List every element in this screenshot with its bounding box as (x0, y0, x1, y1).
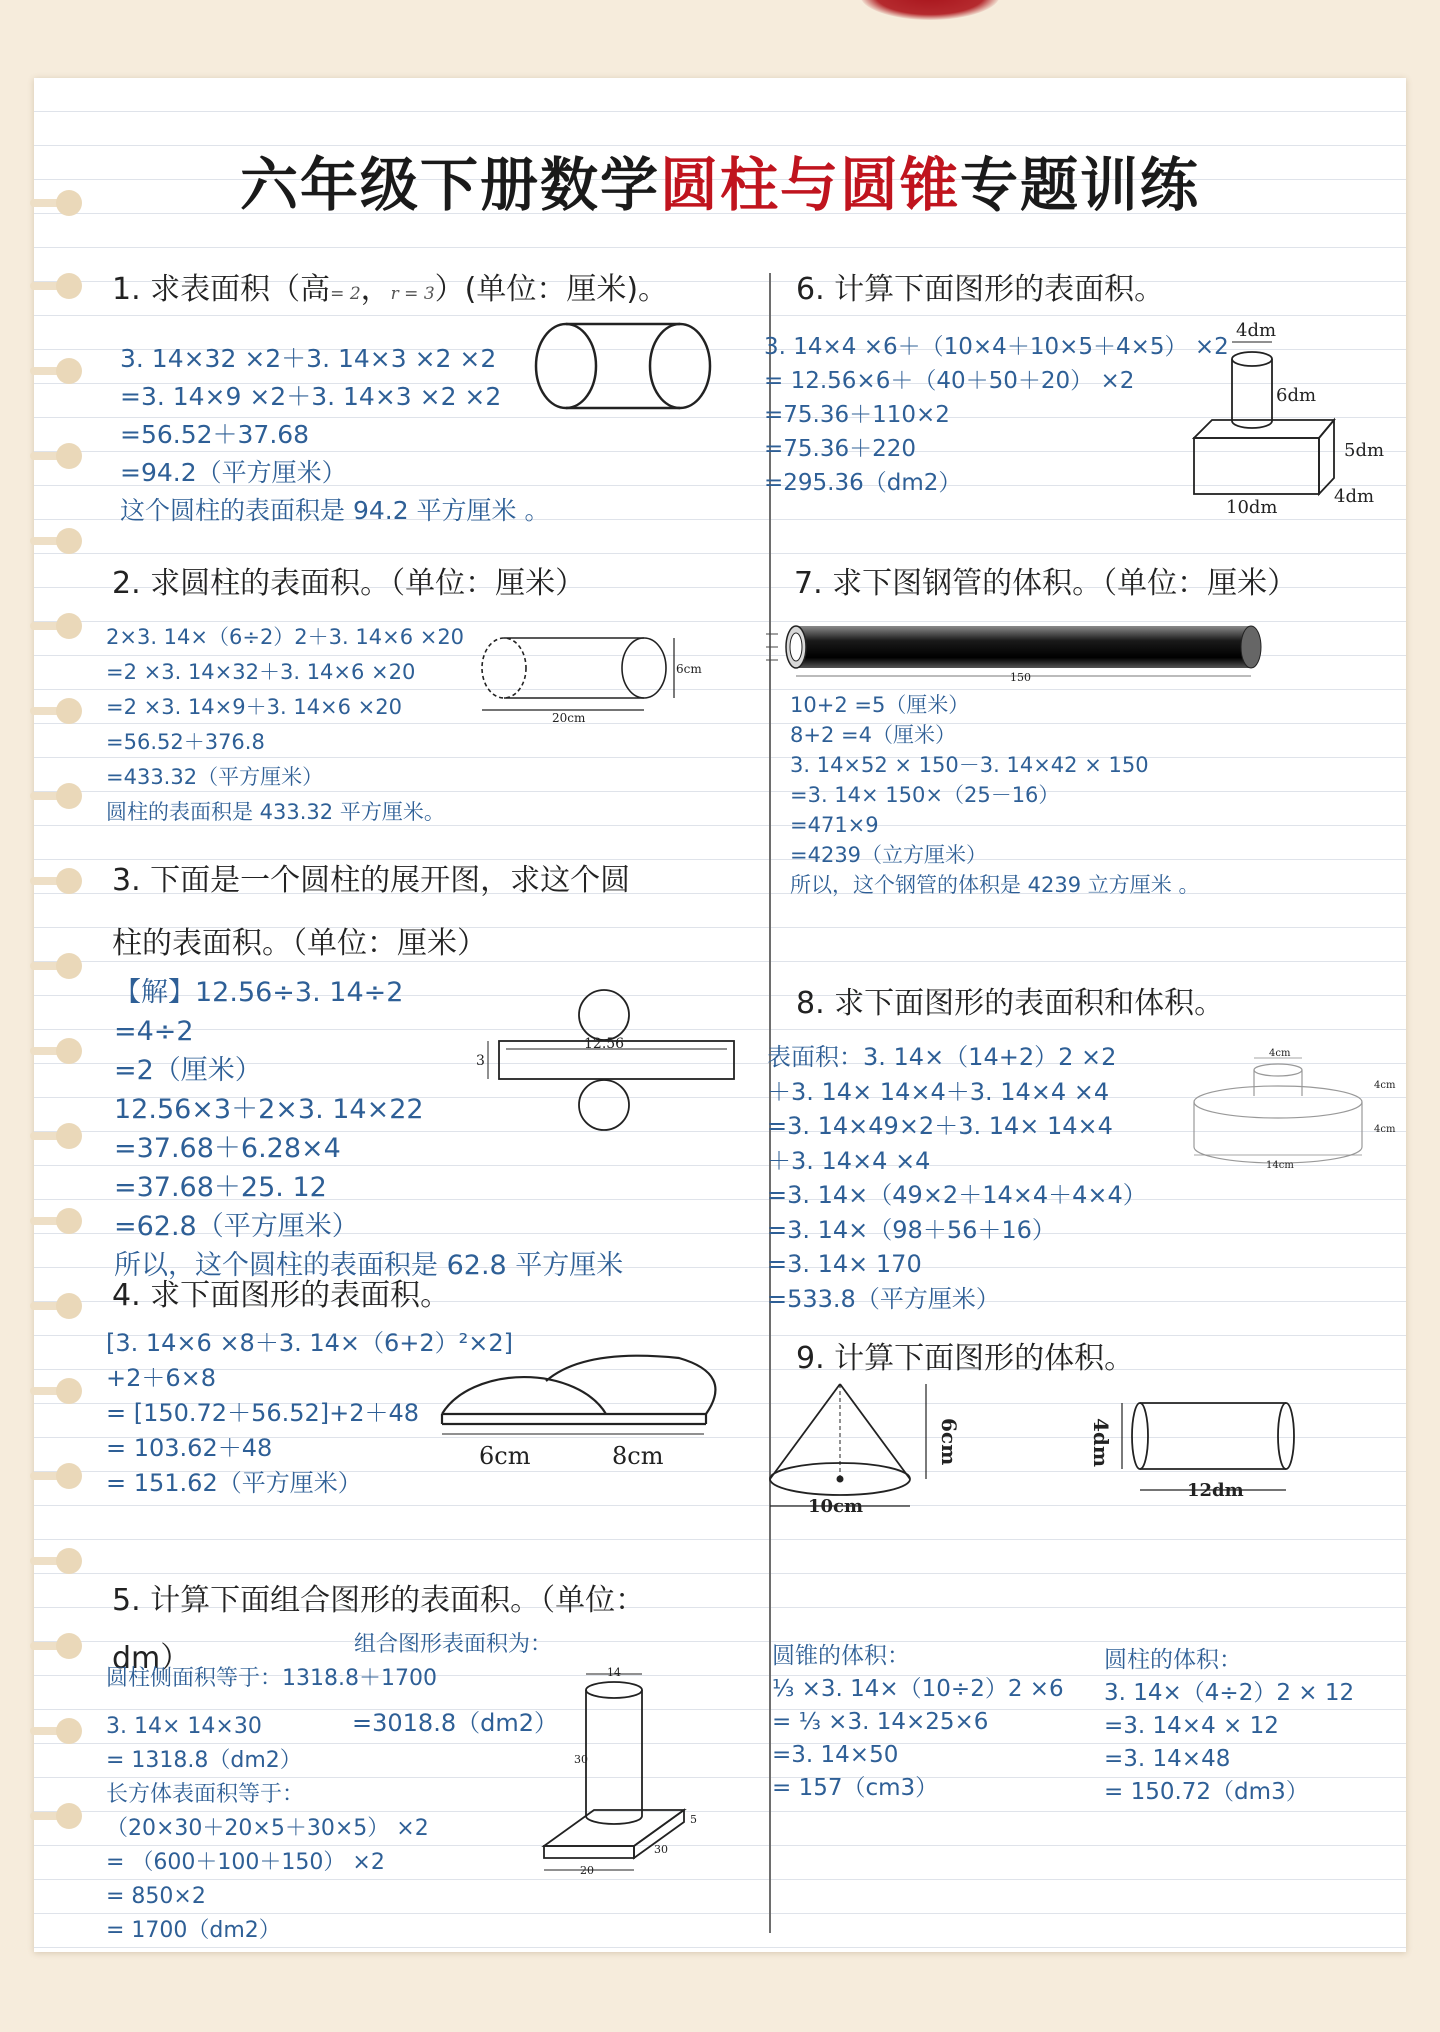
problem-4-label-b: 8cm (612, 1442, 664, 1470)
binder-ring (30, 1293, 84, 1319)
problem-3-height-label: 3 (476, 1053, 485, 1069)
problem-9-cone-solution: 圆锥的体积： ⅓ ×3. 14×（10÷2）2 ×6 = ⅓ ×3. 14×25×6 =3. 14×50 = 157（cm3） (772, 1643, 1064, 1801)
problem-9-cylinder-solution: 圆柱的体积： 3. 14×（4÷2）2 × 12 =3. 14×4 × 12 =3. 14×48 = 150.72（dm3） (1104, 1647, 1355, 1805)
title-highlight: 圆柱与圆锥 (659, 151, 960, 219)
red-stain (860, 0, 1000, 20)
problem-1-question: 1. 求表面积（高= 2，r = 3）(单位：厘米)。 (112, 272, 669, 307)
page-title (34, 138, 1406, 222)
problem-5-bw-label: 30 (654, 1843, 668, 1856)
problem-8-bottom-label: 14cm (1266, 1160, 1294, 1171)
problem-8-solution: 表面积：3. 14×（14+2）2 ×2 ＋3. 14× 14×4＋3. 14×4 ×4 =3. 14×49×2＋3. 14× 14×4 ＋3. 14×4 ×4 =3. 14×（49×2＋14×4＋4×4） =3. 14×（98＋56＋16） =3. 14× 170 =533.8（平方厘米） (767, 1043, 1147, 1313)
binder-ring (30, 1378, 84, 1404)
problem-6-question: 6. 计算下面图形的表面积。 (796, 272, 1165, 307)
problem-8-h2-label: 4cm (1374, 1124, 1396, 1135)
binder-ring (30, 1463, 84, 1489)
binder-ring (30, 1718, 84, 1744)
problem-9-cyl-d-label: 4dm (1089, 1418, 1113, 1468)
problem-1-cylinder-figure (528, 316, 718, 426)
binder-ring (30, 868, 84, 894)
problem-3-net-figure (474, 988, 744, 1138)
problem-4-question: 4. 求下面图形的表面积。 (112, 1278, 451, 1313)
binder-ring (30, 698, 84, 724)
problem-5-solution: 圆柱侧面积等于：1318.8＋1700 3. 14× 14×30 = 1318.8（dm2） 长方体表面积等于： （20×30＋20×5＋30×5） ×2 = （600＋100＋150） ×2 = 850×2 = 1700（dm2） (106, 1666, 437, 1943)
problem-7-solution: 10+2 =5（厘米） 8+2 =4（厘米） 3. 14×52 × 150－3. 14×42 × 150 =3. 14× 150×（25－16） =471×9 =4239（立方厘米） 所以，这个钢管的体积是 4239 立方厘米 。 (790, 693, 1200, 897)
problem-7-length-label: 150 (1010, 671, 1031, 684)
problem-6-h-label: 6dm (1276, 385, 1317, 406)
problem-2-cylinder-figure (464, 628, 714, 723)
problem-8-figure (1174, 1044, 1404, 1184)
problem-9-cone-d-label: 10cm (808, 1496, 864, 1517)
binder-ring (30, 613, 84, 639)
problem-5-h-label: 30 (574, 1753, 588, 1766)
problem-5-figure (534, 1668, 734, 1878)
binder-ring (30, 1803, 84, 1829)
problem-9-cylinder-figure (1084, 1378, 1314, 1518)
binder-ring (30, 1208, 84, 1234)
problem-2-question: 2. 求圆柱的表面积。（单位：厘米） (112, 566, 586, 601)
binder-ring (30, 443, 84, 469)
problem-9-question: 9. 计算下面图形的体积。 (796, 1341, 1135, 1376)
problem-3-solution: 【解】12.56÷3. 14÷2 =4÷2 =2（厘米） 12.56×3＋2×3. 14×22 =37.68＋6.28×4 =37.68＋25. 12 =62.8（平方厘米） 所以，这个圆柱的表面积是 62.8 平方厘米 (114, 977, 624, 1281)
problem-6-figure (1184, 316, 1404, 516)
problem-7-question: 7. 求下图钢管的体积。（单位：厘米） (794, 566, 1298, 601)
problem-9-cone-h-label: 6cm (937, 1418, 961, 1466)
problem-7-pipe-figure (760, 614, 1280, 682)
problem-4-figure (434, 1346, 724, 1471)
problem-5-total-heading: 组合图形表面积为： (354, 1632, 553, 1657)
binder-ring (30, 1123, 84, 1149)
binder-ring (30, 1548, 84, 1574)
problem-5-question-line1: 5. 计算下面组合图形的表面积。（单位： (112, 1583, 646, 1618)
problem-2-height-label: 6cm (676, 662, 702, 676)
problem-6-solution: 3. 14×4 ×6＋（10×4＋10×5＋4×5） ×2 = 12.56×6＋（40＋50＋20） ×2 =75.36＋110×2 =75.36＋220 =295.36（dm2） (764, 334, 1229, 496)
title-prefix: 六年级下册数学 (239, 151, 660, 219)
problem-2-solution: 2×3. 14×（6÷2）2＋3. 14×6 ×20 =2 ×3. 14×32＋3. 14×6 ×20 =2 ×3. 14×9＋3. 14×6 ×20 =56.52＋376.8 =433.32（平方厘米） 圆柱的表面积是 433.32 平方厘米。 (106, 625, 465, 824)
title-suffix: 专题训练 (960, 151, 1201, 219)
problem-5-question-line2: dm） (112, 1641, 191, 1676)
problem-3-width-label: 12.56 (584, 1036, 625, 1052)
problem-5-d-label: 14 (607, 1666, 621, 1679)
problem-8-question: 8. 求下面图形的表面积和体积。 (796, 986, 1225, 1021)
problem-9-cyl-l-label: 12dm (1187, 1480, 1244, 1501)
problem-4-label-a: 6cm (479, 1442, 531, 1470)
problem-8-top-label: 4cm (1269, 1048, 1291, 1059)
problem-4-solution: [3. 14×6 ×8＋3. 14×（6+2）²×2] +2＋6×8 = [150.72＋56.52]+2＋48 = 103.62＋48 = 151.62（平方厘米） (106, 1329, 514, 1497)
problem-5-bh-label: 5 (690, 1813, 697, 1826)
binder-ring (30, 358, 84, 384)
problem-6-bl-label: 10dm (1226, 497, 1278, 518)
binder-ring (30, 1633, 84, 1659)
problem-1-solution: 3. 14×32 ×2＋3. 14×3 ×2 ×2 =3. 14×9 ×2＋3. 14×3 ×2 ×2 =56.52＋37.68 =94.2（平方厘米） 这个圆柱的表面积是 94.2 平方厘米 。 (120, 344, 550, 525)
problem-6-bh-label: 5dm (1344, 440, 1385, 461)
binder-ring (30, 953, 84, 979)
problem-3-question-line2: 柱的表面积。（单位：厘米） (112, 926, 487, 961)
binder-ring (30, 1038, 84, 1064)
problem-5-bl-label: 20 (580, 1864, 594, 1877)
binder-ring (30, 273, 84, 299)
worksheet-page (34, 78, 1406, 1952)
problem-6-d-label: 4dm (1236, 320, 1277, 341)
binder-ring (30, 783, 84, 809)
problem-8-h1-label: 4cm (1374, 1080, 1396, 1091)
binder-ring (30, 528, 84, 554)
problem-5-total-value: =3018.8（dm2） (352, 1709, 558, 1737)
problem-2-length-label: 20cm (552, 711, 586, 725)
problem-3-question-line1: 3. 下面是一个圆柱的展开图，求这个圆 (112, 863, 631, 898)
problem-9-cone-figure (758, 1374, 961, 1524)
problem-6-bd-label: 4dm (1334, 486, 1375, 507)
